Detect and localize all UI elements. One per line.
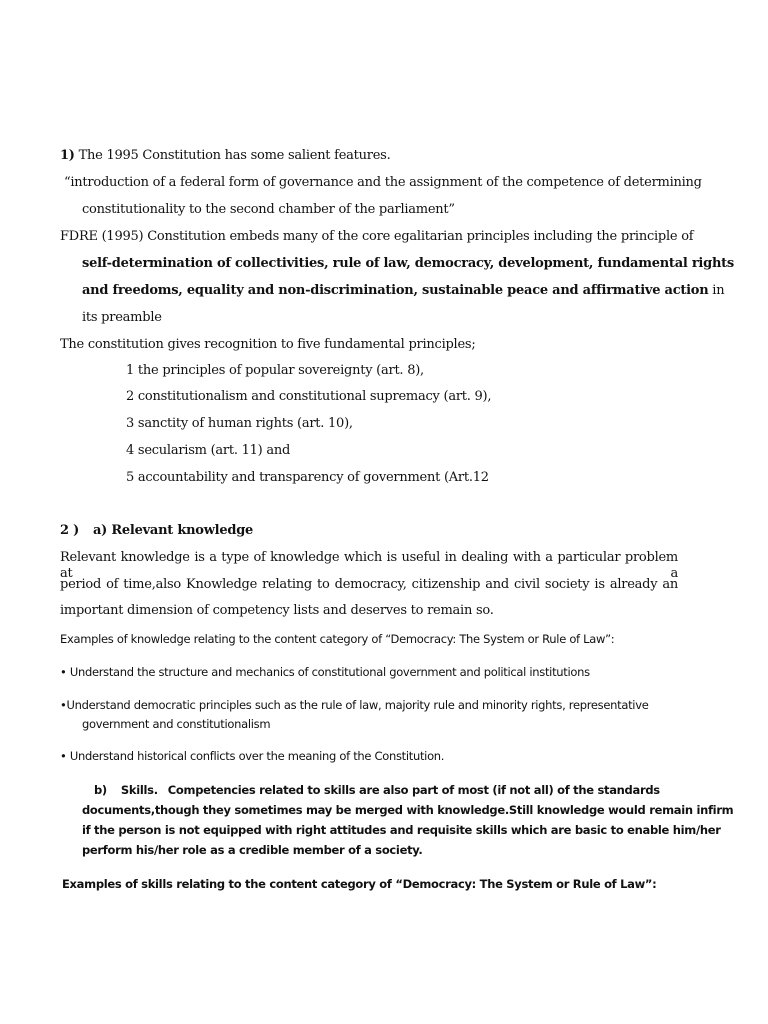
knowledge-para-line-2: period of time,also Knowledge relating to democracy, citizenship and civil society is already an [60, 577, 678, 592]
bullet-item: • Understand the structure and mechanics of constitutional government and political institutions [60, 665, 590, 679]
skills-line-2 [82, 802, 733, 818]
bullet-item-continuation: government and constitutionalism [82, 717, 271, 731]
principle-item: 1 the principles of popular sovereignty (art. 8), [126, 363, 424, 378]
skills-heading: Skills. [120, 783, 158, 797]
quote-line-2: constitutionality to the second chamber of the parliament” [82, 202, 455, 217]
principle-item: 4 secularism (art. 11) and [126, 443, 291, 458]
skills-text-2: documents,though they sometimes may be merged with knowledge.Still knowledge would remain infirm [82, 803, 734, 817]
skills-line-3 [82, 822, 721, 838]
examples-skills-text: Examples of skills relating to the content category of “Democracy: The System or Rule of Law”: [62, 877, 657, 891]
principle-item: 5 accountability and transparency of government (Art.12 [126, 470, 489, 485]
quote-line-1: “introduction of a federal form of governance and the assignment of the competence of determining [64, 175, 702, 190]
section1-intro-line [60, 148, 390, 164]
skills-text-1: Competencies related to skills are also part of most (if not all) of the standards [167, 783, 660, 797]
bullet-item: •Understand democratic principles such as the rule of law, majority rule and minority rights, representative [60, 698, 649, 712]
bullet-item: • Understand historical conflicts over the meaning of the Constitution. [60, 749, 445, 763]
fdre-bold-text-3: and freedoms, equality and non-discrimination, sustainable peace and affirmative action [82, 283, 709, 298]
examples-skills-heading [62, 876, 656, 892]
examples-knowledge-heading: Examples of knowledge relating to the content category of “Democracy: The System or Rule of Law”: [60, 632, 615, 646]
section2-number: 2 ) [60, 523, 79, 538]
fdre-line-3 [82, 283, 724, 299]
skills-letter: b) [94, 783, 107, 797]
principle-item: 2 constitutionalism and constitutional supremacy (art. 9), [126, 389, 492, 404]
principles-intro: The constitution gives recognition to five fundamental principles; [60, 337, 476, 352]
section1-number: 1) [60, 148, 75, 163]
fdre-bold-line-2 [82, 256, 734, 272]
section1-intro-text: The 1995 Constitution has some salient features. [74, 148, 391, 163]
section2-heading [60, 523, 253, 539]
fdre-line-4: its preamble [82, 310, 162, 325]
knowledge-para-line-1: Relevant knowledge is a type of knowledge which is useful in dealing with a particular problem at a [60, 550, 678, 581]
skills-line-4 [82, 842, 422, 858]
fdre-bold-text-2: self-determination of collectivities, rule of law, democracy, development, fundamental rights [82, 256, 734, 271]
heading-relevant-knowledge: a) Relevant knowledge [92, 523, 254, 538]
skills-text-4: perform his/her role as a credible member of a society. [82, 843, 423, 857]
knowledge-para-line-3: important dimension of competency lists and deserves to remain so. [60, 603, 494, 618]
principle-item: 3 sanctity of human rights (art. 10), [126, 416, 353, 431]
fdre-line-3-tail: in [708, 283, 725, 298]
skills-text-3: if the person is not equipped with right attitudes and requisite skills which are basic to enable him/her [82, 823, 721, 837]
fdre-line-1: FDRE (1995) Constitution embeds many of the core egalitarian principles including the principle of [60, 229, 694, 244]
skills-line-1 [94, 782, 660, 798]
